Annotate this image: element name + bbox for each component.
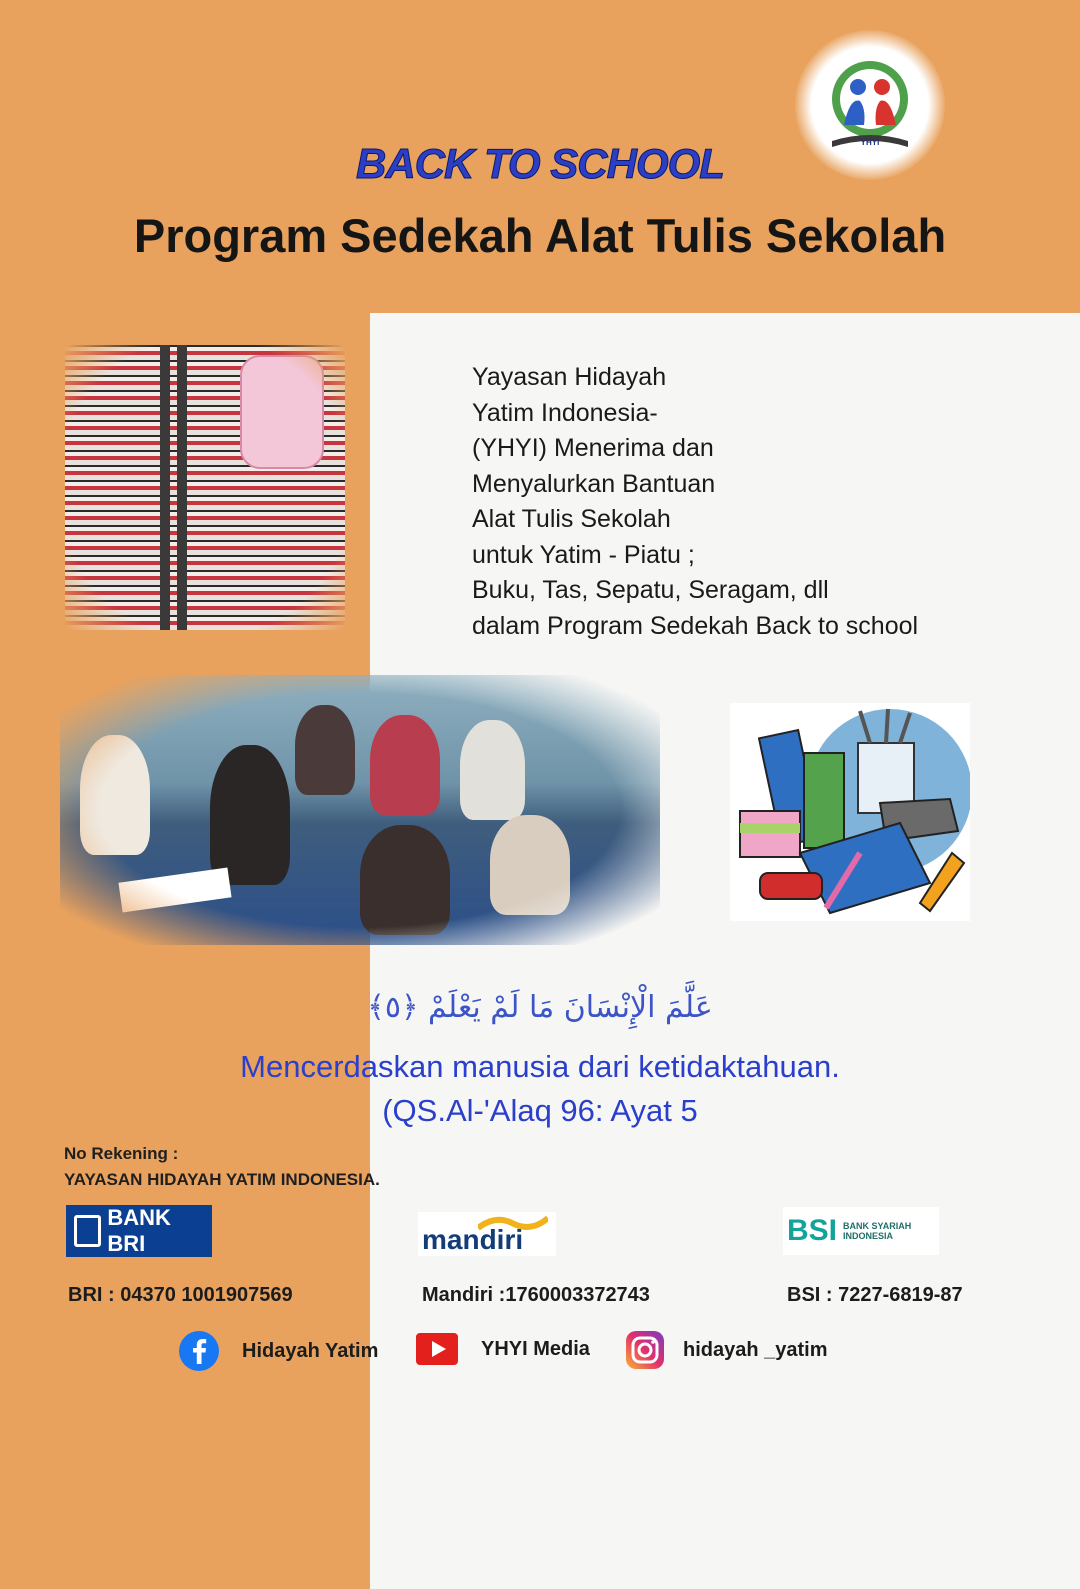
account-label: No Rekening : (64, 1144, 179, 1163)
description-line: Yayasan Hidayah (472, 363, 667, 391)
mandiri-logo (418, 1212, 556, 1256)
mandiri-account-number: Mandiri :1760003372743 (422, 1284, 650, 1306)
mandiri-logo-text: mandiri (422, 1224, 524, 1255)
instagram-label: hidayah _yatim (683, 1338, 828, 1361)
stationery-clipart (730, 703, 970, 921)
instagram-icon (625, 1330, 665, 1370)
description-line: Alat Tulis Sekolah (472, 505, 671, 533)
bsi-account-number: BSI : 7227-6819-87 (787, 1284, 963, 1306)
svg-text:YHYI: YHYI (860, 138, 880, 147)
classroom-photo (60, 675, 660, 945)
description-line: Yatim Indonesia- (472, 398, 658, 427)
description-line: Buku, Tas, Sepatu, Seragam, dll (472, 576, 829, 604)
facebook-icon (178, 1330, 220, 1372)
bri-account-number: BRI : 04370 1001907569 (68, 1284, 293, 1306)
mandiri-wave-icon (478, 1214, 548, 1232)
facebook-label: Hidayah Yatim (242, 1339, 379, 1362)
bsi-logo-subtitle: BANK SYARIAH INDONESIA (843, 1221, 912, 1241)
translation-text: Mencerdaskan manusia dari ketidaktahuan. (240, 1049, 840, 1084)
description-line: untuk Yatim - Piatu ; (472, 540, 695, 569)
youtube-label: YHYI Media (481, 1337, 590, 1360)
youtube-icon (415, 1330, 459, 1368)
description-line: dalam Program Sedekah Back to school (472, 611, 919, 640)
page-title: Program Sedekah Alat Tulis Sekolah (133, 209, 947, 262)
bsi-logo-text: BSI (787, 1214, 838, 1247)
pencil-pouch (240, 355, 324, 469)
account-holder-name: YAYASAN HIDAYAH YATIM INDONESIA. (64, 1170, 380, 1189)
facebook-link[interactable] (178, 1330, 378, 1372)
program-description (472, 360, 918, 644)
bri-logo-text: BANK BRI (107, 1205, 171, 1256)
tagline: BACK TO SCHOOL (356, 140, 724, 187)
school-supplies-photo (65, 345, 345, 630)
description-line: Menyalurkan Bantuan (472, 469, 716, 498)
verse-reference: (QS.Al-'Alaq 96: Ayat 5 (382, 1093, 698, 1128)
quran-verse-translation (0, 1045, 1080, 1133)
youtube-link[interactable] (415, 1330, 590, 1368)
instagram-link[interactable] (625, 1330, 828, 1370)
bri-mark-icon (74, 1215, 101, 1247)
quran-verse-arabic: عَلَّمَ الْإِنْسَانَ مَا لَمْ يَعْلَمْ ﴿٥﴾ (367, 990, 713, 1025)
description-line: (YHYI) Menerima dan (472, 434, 714, 462)
bsi-logo (783, 1207, 939, 1255)
bri-logo (66, 1205, 212, 1257)
